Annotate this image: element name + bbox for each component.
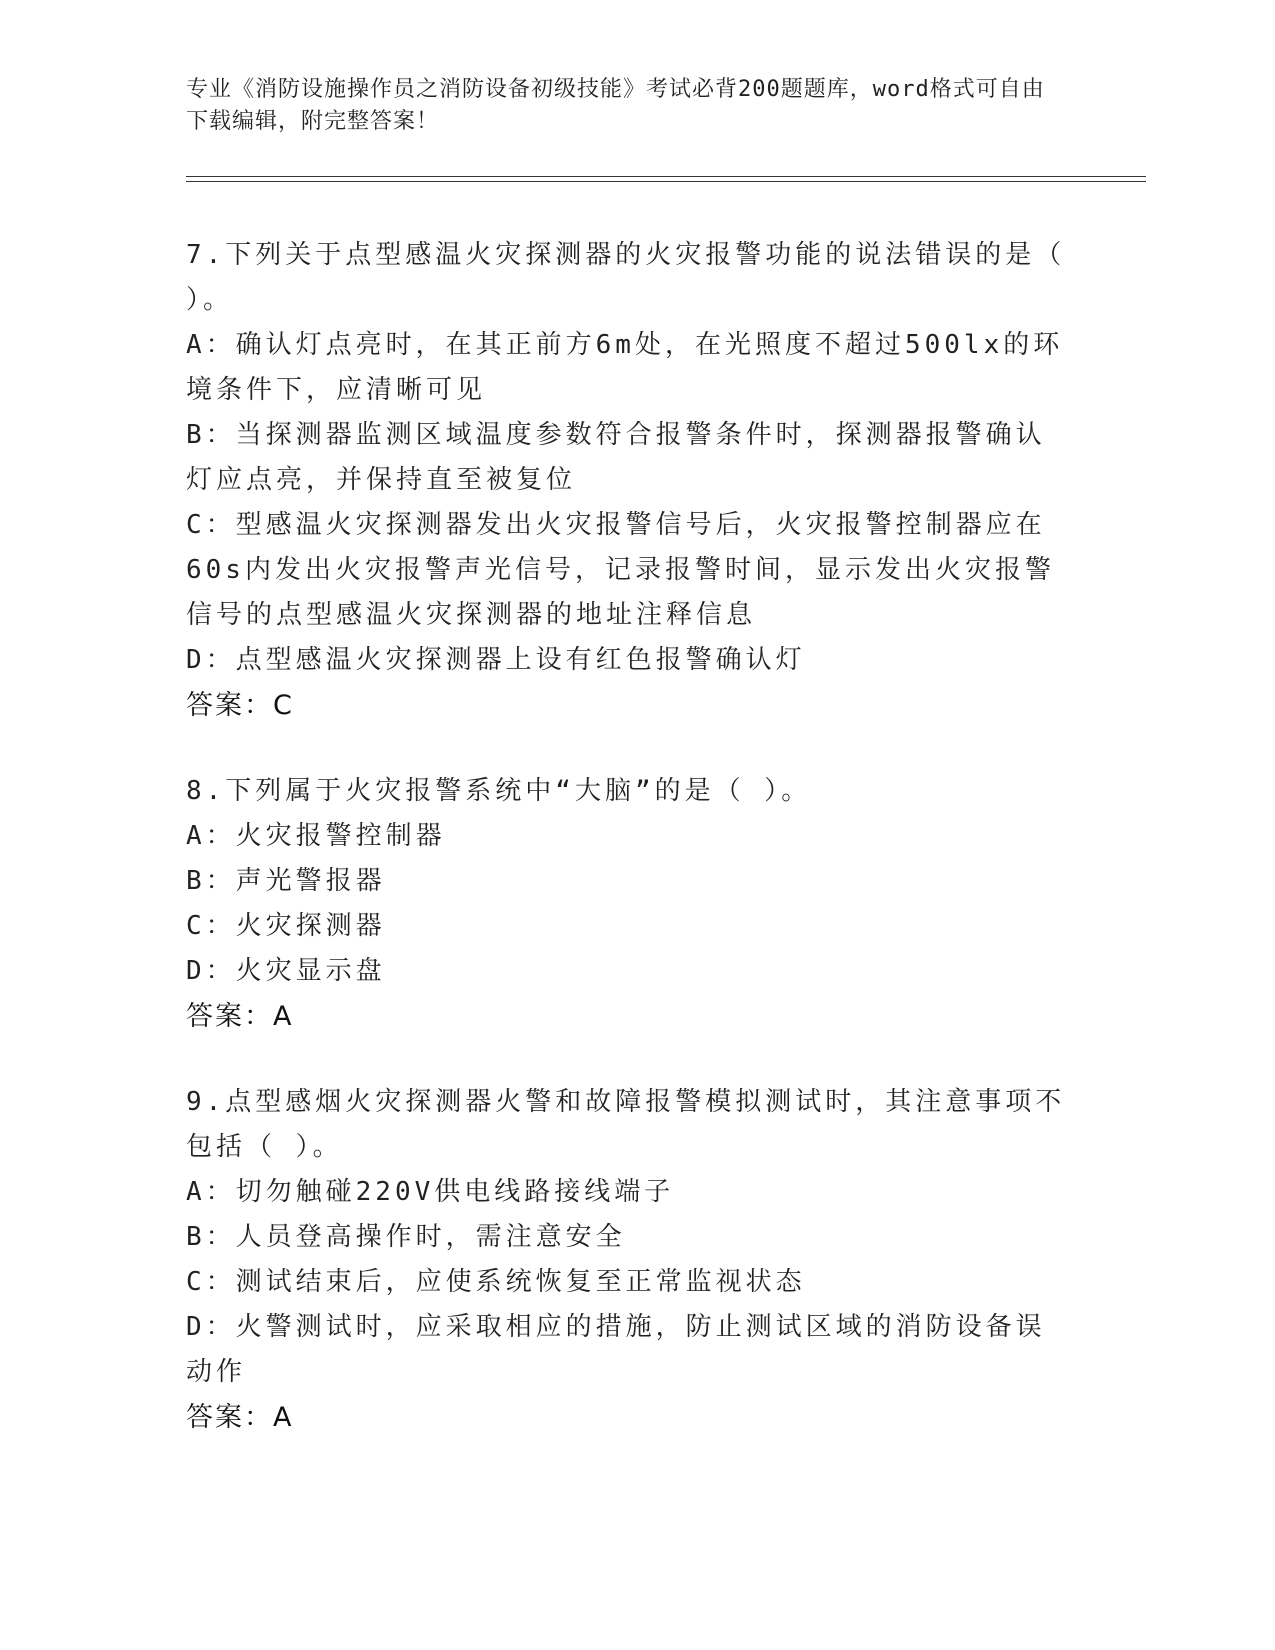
option-a: A：切勿触碰220V供电线路接线端子 — [186, 1177, 675, 1207]
header-divider-top — [186, 176, 1146, 177]
question-stem: 8.下列属于火灾报警系统中“大脑”的是（ ）。 — [186, 776, 812, 806]
option-b: B：人员登高操作时，需注意安全 — [186, 1222, 626, 1252]
answer: 答案：C — [186, 690, 294, 721]
question-9 — [186, 1080, 1066, 1440]
question-stem: 9.点型感烟火灾探测器火警和故障报警模拟测试时，其注意事项不包括（ ）。 — [186, 1087, 1066, 1162]
question-8 — [186, 769, 1066, 1039]
option-d: D：火警测试时，应采取相应的措施，防止测试区域的消防设备误动作 — [186, 1312, 1046, 1387]
option-d: D：火灾显示盘 — [186, 956, 386, 986]
option-c: C：火灾探测器 — [186, 911, 386, 941]
header-divider-bottom — [186, 181, 1146, 182]
answer: 答案：A — [186, 1402, 294, 1433]
document-header: 专业《消防设施操作员之消防设备初级技能》考试必背200题题库，word格式可自由下载编辑，附完整答案！ — [186, 77, 1045, 134]
question-stem: 7.下列关于点型感温火灾探测器的火灾报警功能的说法错误的是（ ）。 — [186, 240, 1066, 315]
option-b: B：声光警报器 — [186, 866, 386, 896]
question-list — [186, 233, 1066, 1481]
option-a: A：火灾报警控制器 — [186, 821, 446, 851]
option-b: B：当探测器监测区域温度参数符合报警条件时，探测器报警确认灯应点亮，并保持直至被复位 — [186, 420, 1046, 495]
option-c: C：测试结束后，应使系统恢复至正常监视状态 — [186, 1267, 806, 1297]
answer: 答案：A — [186, 1001, 294, 1032]
question-7 — [186, 233, 1066, 728]
option-d: D：点型感温火灾探测器上设有红色报警确认灯 — [186, 645, 806, 675]
option-a: A：确认灯点亮时，在其正前方6m处，在光照度不超过500lx的环境条件下，应清晰可见 — [186, 330, 1064, 405]
option-c: C：型感温火灾探测器发出火灾报警信号后，火灾报警控制器应在60s内发出火灾报警声光信号，记录报警时间，显示发出火灾报警信号的点型感温火灾探测器的地址注释信息 — [186, 510, 1055, 630]
